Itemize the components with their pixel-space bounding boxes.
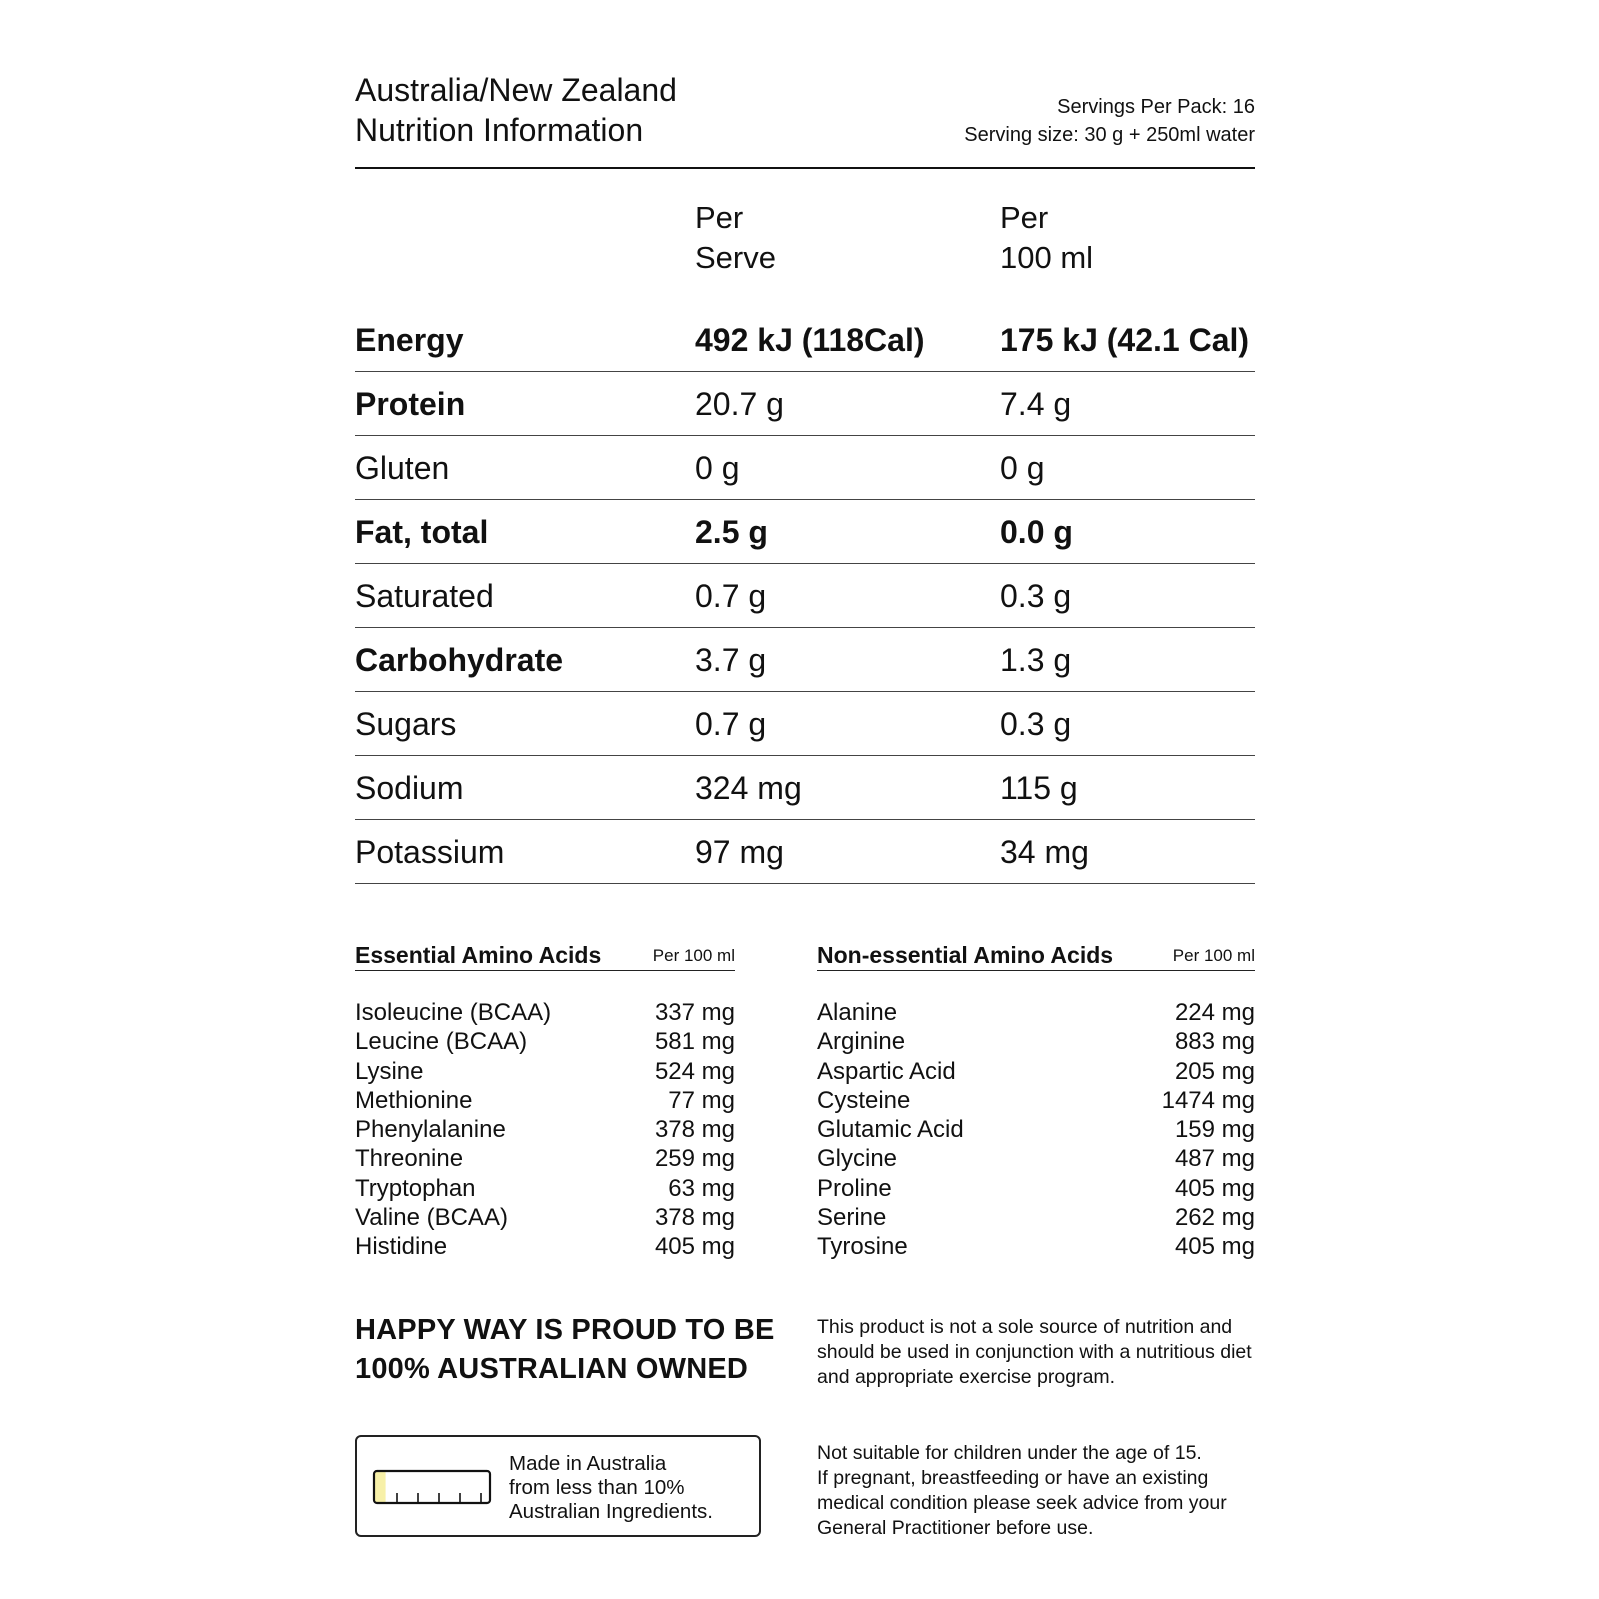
amino-name: Methionine (355, 1086, 473, 1114)
amino-value: 159 mg (1174, 1116, 1255, 1144)
essential-header (355, 940, 735, 971)
amino-row (355, 1203, 735, 1232)
amino-value: 883 mg (1174, 1028, 1255, 1056)
amino-name: Isoleucine (BCAA) (355, 999, 552, 1026)
nutrient-per-100: 34 mg (1000, 834, 1089, 870)
nutrient-name: Energy (355, 322, 464, 358)
amino-name: Threonine (355, 1145, 464, 1173)
amino-value: 205 mg (1174, 1057, 1255, 1085)
nutrient-per-100: 175 kJ (42.1 Cal) (1000, 322, 1250, 358)
row-divider (355, 883, 1255, 884)
amino-value: 405 mg (1174, 1174, 1255, 1202)
nutrient-per-100: 0.3 g (1000, 578, 1072, 614)
col-per-100-line2: 100 ml (1000, 240, 1094, 275)
amino-row (355, 1057, 735, 1086)
ingredient-bar-fill (374, 1471, 386, 1503)
made-in-line2: from less than 10% (509, 1476, 685, 1499)
nutrient-per-100: 0.0 g (1000, 514, 1073, 550)
non-essential-header (817, 940, 1255, 971)
col-per-serve-line2: Serve (695, 240, 776, 275)
nutrient-row-protein (355, 372, 1255, 436)
amino-name: Cysteine (817, 1086, 911, 1114)
disclaimer-paragraph-2 (817, 1441, 1262, 1541)
amino-name: Glutamic Acid (817, 1116, 964, 1144)
amino-row (355, 1086, 735, 1115)
made-in-line1: Made in Australia (509, 1452, 667, 1475)
amino-row (817, 1144, 1255, 1173)
nutrient-row-gluten (355, 436, 1255, 500)
amino-name: Valine (BCAA) (355, 1204, 508, 1232)
nutrient-per-serve: 3.7 g (695, 642, 767, 678)
nutrient-per-100: 0.3 g (1000, 706, 1072, 742)
amino-value: 224 mg (1174, 999, 1255, 1026)
amino-name: Lysine (355, 1057, 424, 1085)
panel-title-line2: Nutrition Information (355, 112, 644, 148)
nutrient-name: Sugars (355, 706, 457, 742)
made-in-line3: Australian Ingredients. (509, 1500, 713, 1523)
nutrient-name: Fat, total (355, 514, 489, 550)
amino-row (817, 1232, 1255, 1261)
amino-name: Glycine (817, 1145, 898, 1173)
nutrient-row-sugars (355, 692, 1255, 756)
nutrient-name: Gluten (355, 450, 450, 486)
amino-row (355, 1232, 735, 1261)
amino-value: 378 mg (654, 1204, 735, 1232)
amino-name: Alanine (817, 999, 898, 1026)
amino-value: 337 mg (654, 999, 735, 1026)
nutrient-per-serve: 0.7 g (695, 578, 767, 614)
nutrient-row-potassium (355, 820, 1255, 884)
amino-value: 581 mg (654, 1028, 735, 1056)
amino-row (817, 1174, 1255, 1203)
amino-name: Phenylalanine (355, 1116, 506, 1144)
made-in-australia-label (355, 1435, 761, 1537)
nutrient-per-serve: 324 mg (695, 770, 802, 806)
amino-value: 1474 mg (1161, 1086, 1255, 1114)
amino-name: Serine (817, 1204, 887, 1232)
non-essential-amino-list (817, 998, 1255, 1262)
nutrient-per-100: 7.4 g (1000, 386, 1072, 422)
non-essential-heading: Non-essential Amino Acids (817, 942, 1114, 968)
disclaimer-paragraph-1: This product is not a sole source of nutrition and should be used in conjunction with a nutritious diet and appropriate exercise program. (817, 1316, 1252, 1388)
nutrient-per-serve: 97 mg (695, 834, 784, 870)
nutrient-row-saturated (355, 564, 1255, 628)
nutrient-row-fat-total (355, 500, 1255, 564)
amino-name: Tyrosine (817, 1233, 908, 1261)
panel-title-line1: Australia/New Zealand (355, 72, 677, 108)
amino-row (817, 998, 1255, 1027)
amino-value: 259 mg (654, 1145, 735, 1173)
nutrient-name: Protein (355, 386, 466, 422)
nutrient-per-serve: 492 kJ (118Cal) (695, 322, 925, 358)
nutrient-per-serve: 2.5 g (695, 514, 768, 550)
amino-name: Tryptophan (355, 1174, 476, 1202)
amino-row (817, 1027, 1255, 1056)
nutrient-row-sodium (355, 756, 1255, 820)
nutrient-name: Sodium (355, 770, 464, 806)
amino-row (817, 1203, 1255, 1232)
amino-name: Leucine (BCAA) (355, 1028, 528, 1056)
nutrient-per-100: 1.3 g (1000, 642, 1072, 678)
nutrient-name: Potassium (355, 834, 505, 870)
non-essential-unit: Per 100 ml (1172, 946, 1255, 965)
amino-row (355, 1174, 735, 1203)
nutrient-row-energy (355, 308, 1255, 372)
essential-heading: Essential Amino Acids (355, 942, 602, 968)
serving-size: Serving size: 30 g + 250ml water (964, 124, 1255, 146)
nutrient-per-serve: 20.7 g (695, 386, 784, 422)
amino-value: 77 mg (668, 1086, 735, 1114)
essential-amino-list (355, 998, 735, 1262)
amino-value: 405 mg (654, 1233, 735, 1261)
amino-value: 262 mg (1174, 1204, 1255, 1232)
proud-line2: 100% AUSTRALIAN OWNED (355, 1353, 749, 1385)
amino-name: Aspartic Acid (817, 1057, 956, 1085)
disclaimer-medical-line: If pregnant, breastfeeding or have an existing medical condition please seek advice from your General Practitioner before use. (817, 1467, 1227, 1539)
amino-value: 405 mg (1174, 1233, 1255, 1261)
amino-name: Proline (817, 1174, 892, 1202)
amino-value: 524 mg (654, 1057, 735, 1085)
nutrient-per-100: 0 g (1000, 450, 1045, 486)
amino-value: 63 mg (668, 1174, 735, 1202)
header-divider (355, 167, 1255, 169)
ingredient-bar-outline (374, 1471, 490, 1503)
amino-row (355, 1144, 735, 1173)
nutrient-per-100: 115 g (1000, 770, 1078, 806)
amino-name: Arginine (817, 1028, 906, 1056)
nutrient-name: Saturated (355, 578, 494, 614)
col-per-serve-line1: Per (695, 200, 744, 235)
col-per-100-line1: Per (1000, 200, 1049, 235)
proud-line1: HAPPY WAY IS PROUD TO BE (355, 1314, 775, 1346)
amino-row (355, 1115, 735, 1144)
servings-per-pack: Servings Per Pack: 16 (1057, 96, 1255, 118)
amino-row (817, 1057, 1255, 1086)
amino-name: Histidine (355, 1233, 448, 1261)
amino-value: 378 mg (654, 1116, 735, 1144)
ingredient-bar-icon (372, 1469, 492, 1505)
nutrient-per-serve: 0.7 g (695, 706, 767, 742)
nutrient-name: Carbohydrate (355, 642, 564, 678)
amino-value: 487 mg (1174, 1145, 1255, 1173)
amino-row (817, 1115, 1255, 1144)
nutrient-row-carbohydrate (355, 628, 1255, 692)
nutrient-per-serve: 0 g (695, 450, 740, 486)
amino-row (355, 1027, 735, 1056)
disclaimer-age-line: Not suitable for children under the age of 15. (817, 1442, 1202, 1464)
amino-row (355, 998, 735, 1027)
essential-unit: Per 100 ml (652, 946, 735, 965)
amino-row (817, 1086, 1255, 1115)
